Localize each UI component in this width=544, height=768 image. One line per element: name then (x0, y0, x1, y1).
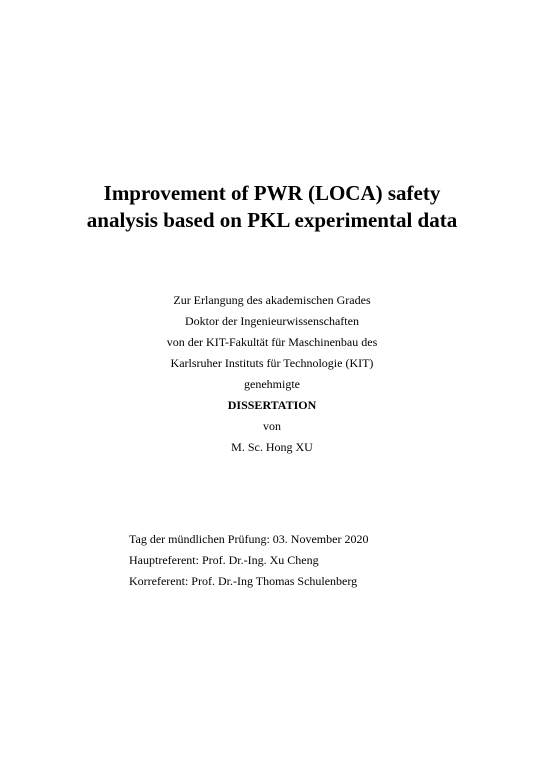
title-line-2: analysis based on PKL experimental data (86, 208, 458, 232)
co-referee: Korreferent: Prof. Dr.-Ing Thomas Schulenberg (129, 574, 358, 588)
dissertation-title (0, 180, 544, 234)
exam-date: Tag der mündlichen Prüfung: 03. November 2020 (129, 532, 369, 546)
author-name: M. Sc. Hong XU (231, 440, 313, 454)
dissertation-label: DISSERTATION (227, 398, 317, 412)
title-line-1: Improvement of PWR (LOCA) safety (103, 181, 441, 205)
degree-line-5: genehmigte (244, 377, 300, 391)
degree-info-block (0, 290, 544, 458)
main-referee: Hauptreferent: Prof. Dr.-Ing. Xu Cheng (129, 553, 319, 567)
degree-line-4: Karlsruher Instituts für Technologie (KIT) (170, 356, 374, 370)
degree-line-2: Doktor der Ingenieurwissenschaften (185, 314, 359, 328)
examination-block (129, 529, 368, 592)
degree-line-von: von (263, 419, 281, 433)
degree-line-3: von der KIT-Fakultät für Maschinenbau des (166, 335, 378, 349)
degree-line-1: Zur Erlangung des akademischen Grades (173, 293, 371, 307)
